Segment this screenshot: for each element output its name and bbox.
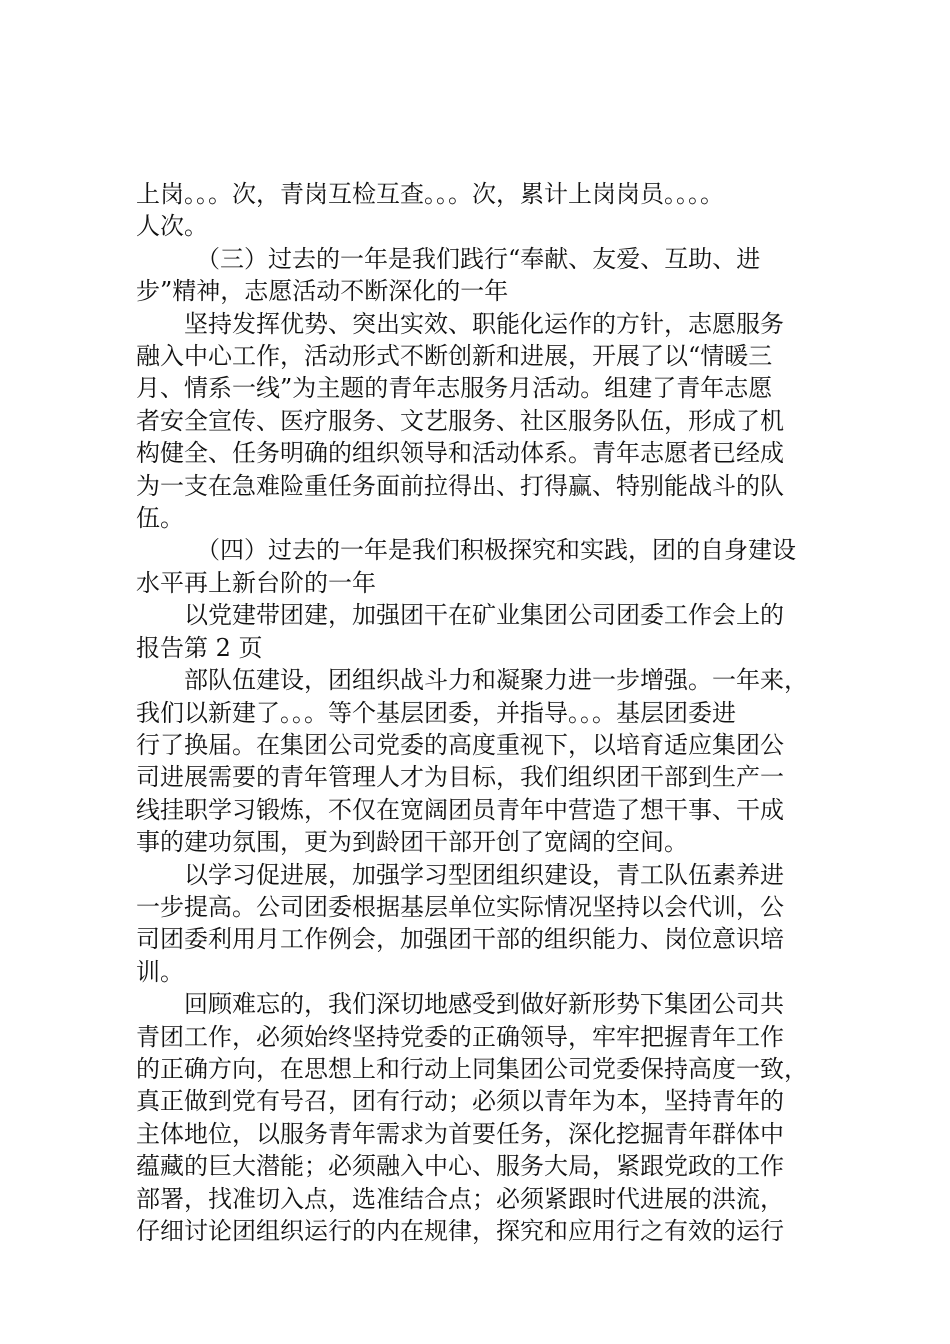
- text-line: 行了换届。在集团公司党委的高度重视下，以培育适应集团公: [136, 730, 784, 759]
- text-line: 步”精神，志愿活动不断深化的一年: [136, 277, 509, 306]
- text-line: 的正确方向，在思想上和行动上同集团公司党委保持高度一致，: [136, 1054, 808, 1083]
- text-line: 月、情系一线”为主题的青年志服务月活动。组建了青年志愿: [136, 374, 773, 403]
- text-line: 青团工作，必须始终坚持党委的正确领导，牢牢把握青年工作: [136, 1022, 784, 1051]
- text-line: 线挂职学习锻炼，不仅在宽阔团员青年中营造了想干事、干成: [136, 795, 784, 824]
- text-line: 部署，找准切入点，选准结合点；必须紧跟时代进展的洪流，: [136, 1184, 784, 1213]
- text-line: 水平再上新台阶的一年: [136, 568, 376, 597]
- paragraph-team-building: [136, 664, 836, 858]
- text-line: （三）过去的一年是我们践行“奉献、友爱、互助、进: [196, 244, 761, 273]
- document-body: [136, 178, 836, 1247]
- text-line: 以党建带团建，加强团干在矿业集团公司团委工作会上的: [184, 601, 784, 630]
- text-line: 部队伍建设，团组织战斗力和凝聚力进一步增强。一年来，: [184, 666, 808, 695]
- text-line: 伍。: [136, 504, 184, 533]
- text-line: 仔细讨论团组织运行的内在规律，探究和应用行之有效的运行: [136, 1217, 784, 1245]
- paragraph-review: [136, 988, 836, 1247]
- paragraph-volunteer: [136, 308, 836, 535]
- paragraph-party-building: [136, 599, 836, 664]
- paragraph-learning: [136, 859, 836, 989]
- text-line: 事的建功氛围，更为到龄团干部开创了宽阔的空间。: [136, 828, 688, 857]
- text-line: 主体地位，以服务青年需求为首要任务，深化挖掘青年群体中: [136, 1119, 784, 1148]
- text-line: 我们以新建了。。。等个基层团委，并指导。。。基层团委进: [136, 698, 736, 727]
- text-line: 以学习促进展，加强学习型团组织建设，青工队伍素养进: [184, 860, 784, 889]
- text-line: 为一支在急难险重任务面前拉得出、打得赢、特别能战斗的队: [136, 471, 784, 500]
- text-line: 者安全宣传、医疗服务、文艺服务、社区服务队伍，形成了机: [136, 406, 784, 435]
- text-line: 融入中心工作，活动形式不断创新和进展，开展了以“情暖三: [136, 342, 773, 371]
- text-line: 训。: [136, 957, 184, 986]
- text-line: 人次。: [136, 212, 208, 241]
- paragraph-continuation: [136, 178, 836, 243]
- text-line: 上岗。。。次，青岗互检互查。。。次，累计上岗岗员。。。。: [136, 180, 724, 208]
- text-line: 司团委利用月工作例会，加强团干部的组织能力、岗位意识培: [136, 925, 784, 954]
- section-heading-three: [136, 243, 836, 308]
- text-line: 一步提高。公司团委根据基层单位实际情况坚持以会代训，公: [136, 892, 784, 921]
- text-line: 蕴藏的巨大潜能；必须融入中心、服务大局，紧跟党政的工作: [136, 1152, 784, 1181]
- text-line: 回顾难忘的，我们深切地感受到做好新形势下集团公司共: [184, 990, 784, 1019]
- text-line: 坚持发挥优势、突出实效、职能化运作的方针，志愿服务: [184, 309, 784, 338]
- text-line: 真正做到党有号召，团有行动；必须以青年为本，坚持青年的: [136, 1087, 784, 1116]
- section-heading-four: [136, 534, 836, 599]
- text-line: 司进展需要的青年管理人才为目标，我们组织团干部到生产一: [136, 763, 784, 792]
- text-line: （四）过去的一年是我们积极探究和实践，团的自身建设: [196, 536, 796, 565]
- text-line: 报告第 2 页: [136, 633, 263, 662]
- text-line: 构健全、任务明确的组织领导和活动体系。青年志愿者已经成: [136, 439, 784, 468]
